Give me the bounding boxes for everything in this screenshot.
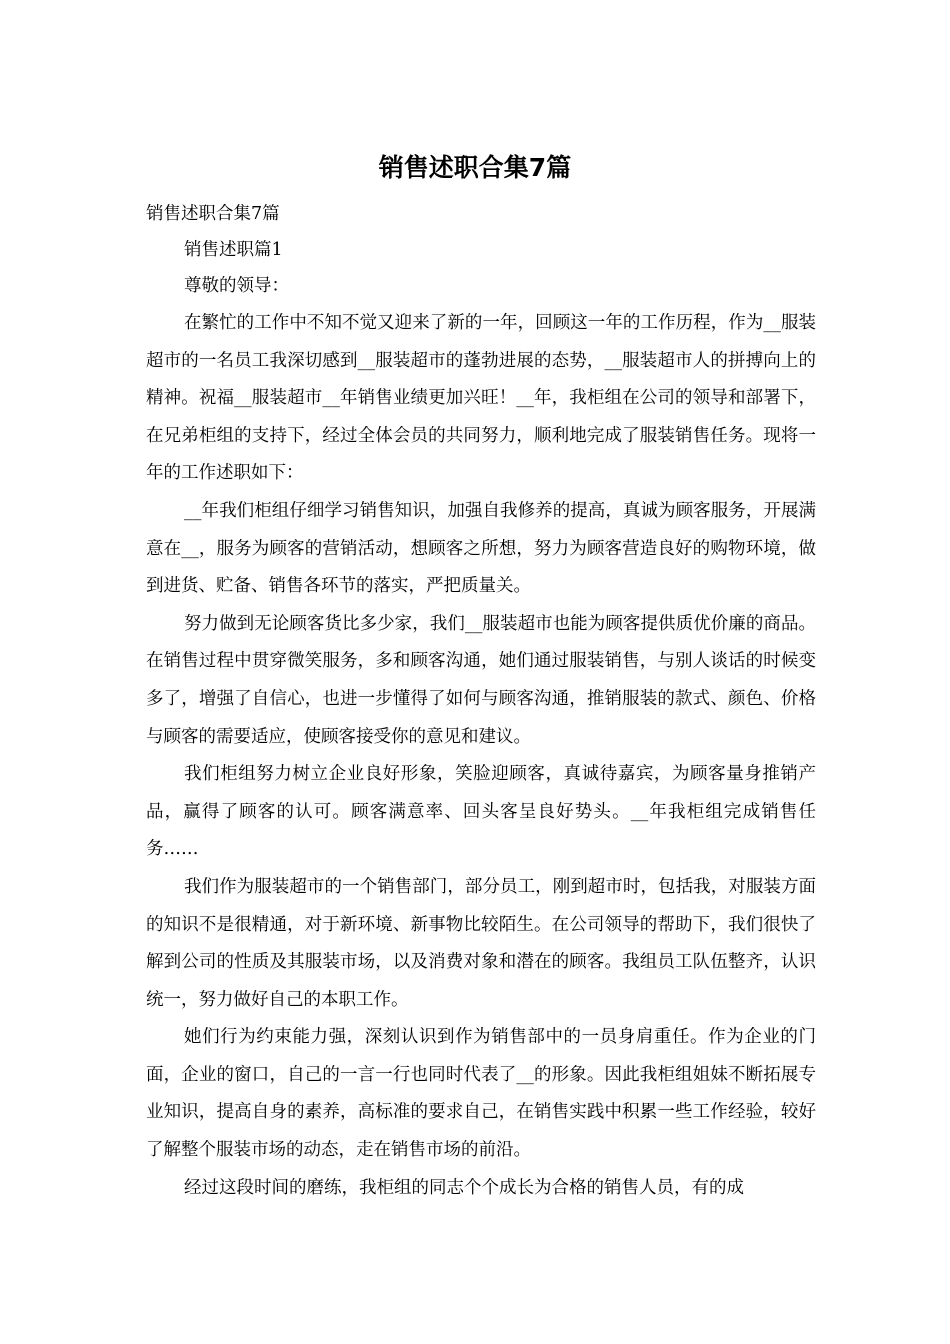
document-body xyxy=(146,196,816,1207)
greeting-line: 尊敬的领导： xyxy=(184,276,289,296)
paragraph: 在繁忙的工作中不知不觉又迎来了新的一年，回顾这一年的工作历程，作为__服装超市的一名员工我深切感到__服装超市的蓬勃进展的态势，__服装超市人的拼搏向上的精神。祝福__服装超市__年销售业绩更加兴旺！__年，我柜组在公司的领导和部署下，在兄弟柜组的支持下，经过全体会员的共同努力，顺利地完成了服装销售任务。现将一年的工作述职如下： xyxy=(146,313,816,484)
section-heading: 销售述职篇1 xyxy=(184,240,283,260)
paragraph: __年我们柜组仔细学习销售知识，加强自我修养的提高，真诚为顾客服务，开展满意在__，服务为顾客的营销活动，想顾客之所想，努力为顾客营造良好的购物环境，做到进货、贮备、销售各环节的落实，严把质量关。 xyxy=(146,500,816,597)
paragraph: 经过这段时间的磨练，我柜组的同志个个成长为合格的销售人员，有的成 xyxy=(184,1177,744,1198)
paragraph: 努力做到无论顾客货比多少家，我们__服装超市也能为顾客提供质优价廉的商品。在销售过程中贯穿微笑服务，多和顾客沟通，她们通过服装销售，与别人谈话的时候变多了，增强了自信心，也进一步懂得了如何与顾客沟通，推销服装的款式、颜色、价格与顾客的需要适应，使顾客接受你的意见和建议。 xyxy=(146,613,816,747)
paragraph: 她们行为约束能力强，深刻认识到作为销售部中的一员身肩重任。作为企业的门面，企业的窗口，自己的一言一行也同时代表了__的形象。因此我柜组姐妹不断拓展专业知识，提高自身的素养，高标准的要求自己，在销售实践中积累一些工作经验，较好了解整个服装市场的动态，走在销售市场的前沿。 xyxy=(146,1027,816,1161)
document-title: 销售述职合集7篇 xyxy=(378,153,572,182)
document-subtitle: 销售述职合集7篇 xyxy=(146,204,280,224)
paragraph: 我们柜组努力树立企业良好形象，笑脸迎顾客，真诚待嘉宾，为顾客量身推销产品，赢得了顾客的认可。顾客满意率、回头客呈良好势头。__年我柜组完成销售任务…… xyxy=(146,764,816,860)
paragraph: 我们作为服装超市的一个销售部门，部分员工，刚到超市时，包括我，对服装方面的知识不是很精通，对于新环境、新事物比较陌生。在公司领导的帮助下，我们很快了解到公司的性质及其服装市场，以及消费对象和潜在的顾客。我组员工队伍整齐，认识统一，努力做好自己的本职工作。 xyxy=(146,876,816,1010)
